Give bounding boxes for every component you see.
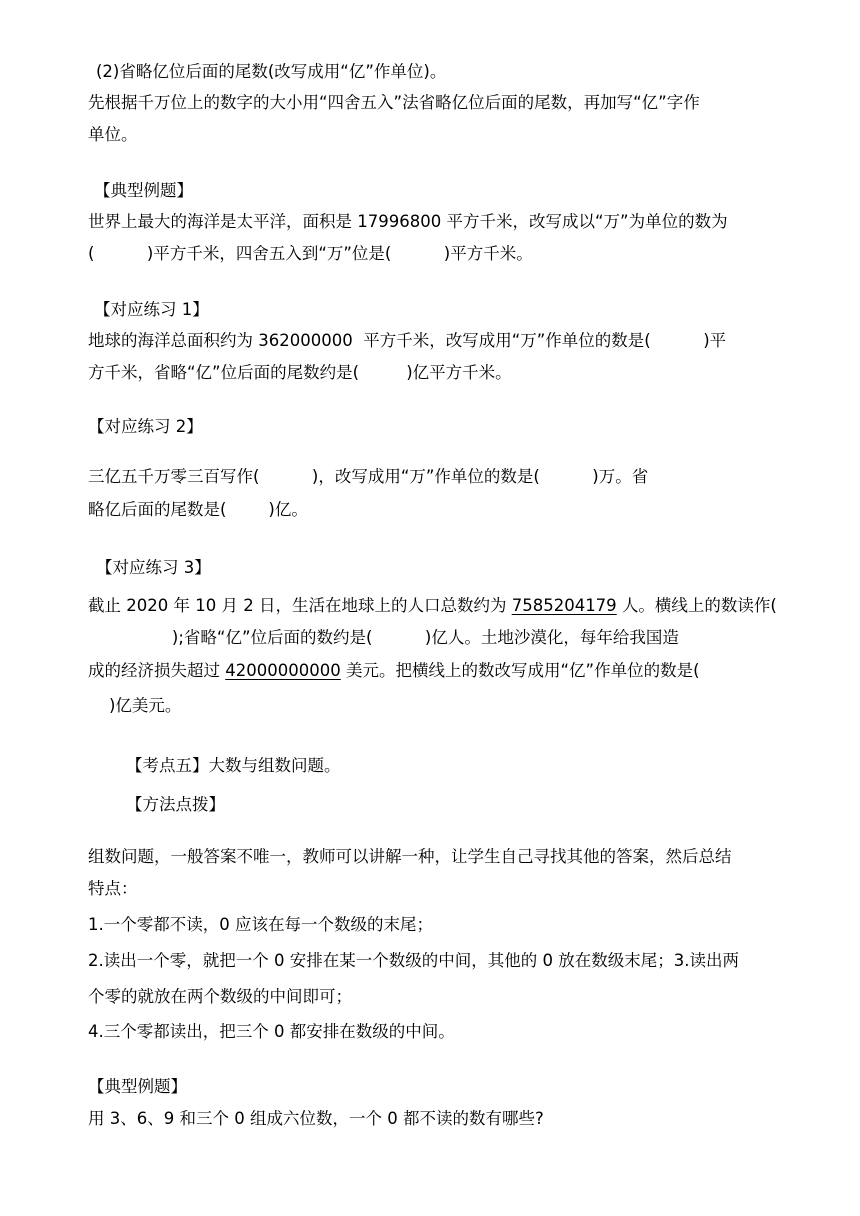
underlined-number: 42000000000 — [225, 661, 341, 680]
method-line: 个零的就放在两个数级的中间即可； — [88, 987, 352, 1006]
method-line: 组数问题，一般答案不唯一，教师可以讲解一种，让学生自己寻找其他的答案，然后总结 — [88, 847, 732, 866]
question-line — [88, 595, 777, 617]
question-line: 世界上最大的海洋是太平洋，面积是 17996800 平方千米，改写成以“万”为单位的数为 — [88, 212, 728, 231]
text-segment: 成的经济损失超过 — [88, 661, 226, 680]
question-line: );省略“亿”位后面的数约是( )亿人。土地沙漠化，每年给我国造 — [88, 628, 679, 647]
text-segment: 截止 2020 年 10 月 2 日，生活在地球上的人口总数约为 — [88, 596, 512, 615]
method-line: 4.三个零都读出，把三个 0 都安排在数级的中间。 — [88, 1022, 455, 1041]
question-line: 方千米，省略“亿”位后面的尾数约是( )亿平方千米。 — [88, 363, 512, 382]
question-line: )亿美元。 — [88, 696, 182, 715]
method-line: 2.读出一个零，就把一个 0 安排在某一个数级的中间，其他的 0 放在数级末尾；3.读出两 — [88, 951, 739, 970]
method-line: 1.一个零都不读，0 应该在每一个数级的末尾； — [88, 915, 433, 934]
practice-label: 【对应练习 2】 — [88, 417, 203, 436]
question-line: 三亿五千万零三百写作( )，改写成用“万”作单位的数是( )万。省 — [88, 467, 649, 486]
kaodian-title: 【考点五】大数与组数问题。 — [126, 756, 341, 775]
text-segment: 美元。把横线上的数改写成用“亿”作单位的数是( — [340, 661, 700, 680]
text-segment: 人。横线上的数读作( — [616, 596, 777, 615]
paragraph-line: 单位。 — [88, 125, 138, 144]
method-line: 特点： — [88, 879, 138, 898]
question-line: 地球的海洋总面积约为 362000000 平方千米，改写成用“万”作单位的数是( )平 — [88, 331, 727, 350]
question-line — [88, 660, 700, 682]
practice-label: 【对应练习 1】 — [94, 300, 209, 319]
question-line: 用 3、6、9 和三个 0 组成六位数，一个 0 都不读的数有哪些? — [88, 1109, 544, 1128]
example-label: 【典型例题】 — [88, 1077, 187, 1096]
question-line: 略亿后面的尾数是( )亿。 — [88, 500, 308, 519]
example-label: 【典型例题】 — [94, 181, 193, 200]
paragraph-line: 先根据千万位上的数字的大小用“四舍五入”法省略亿位后面的尾数，再加写“亿”字作 — [88, 93, 700, 112]
underlined-number: 7585204179 — [511, 596, 617, 615]
method-label: 【方法点拨】 — [126, 795, 225, 814]
practice-label: 【对应练习 3】 — [96, 558, 211, 577]
section-heading: (2)省略亿位后面的尾数(改写成用“亿”作单位)。 — [96, 62, 447, 81]
question-line: ( )平方千米，四舍五入到“万”位是( )平方千米。 — [88, 244, 533, 263]
